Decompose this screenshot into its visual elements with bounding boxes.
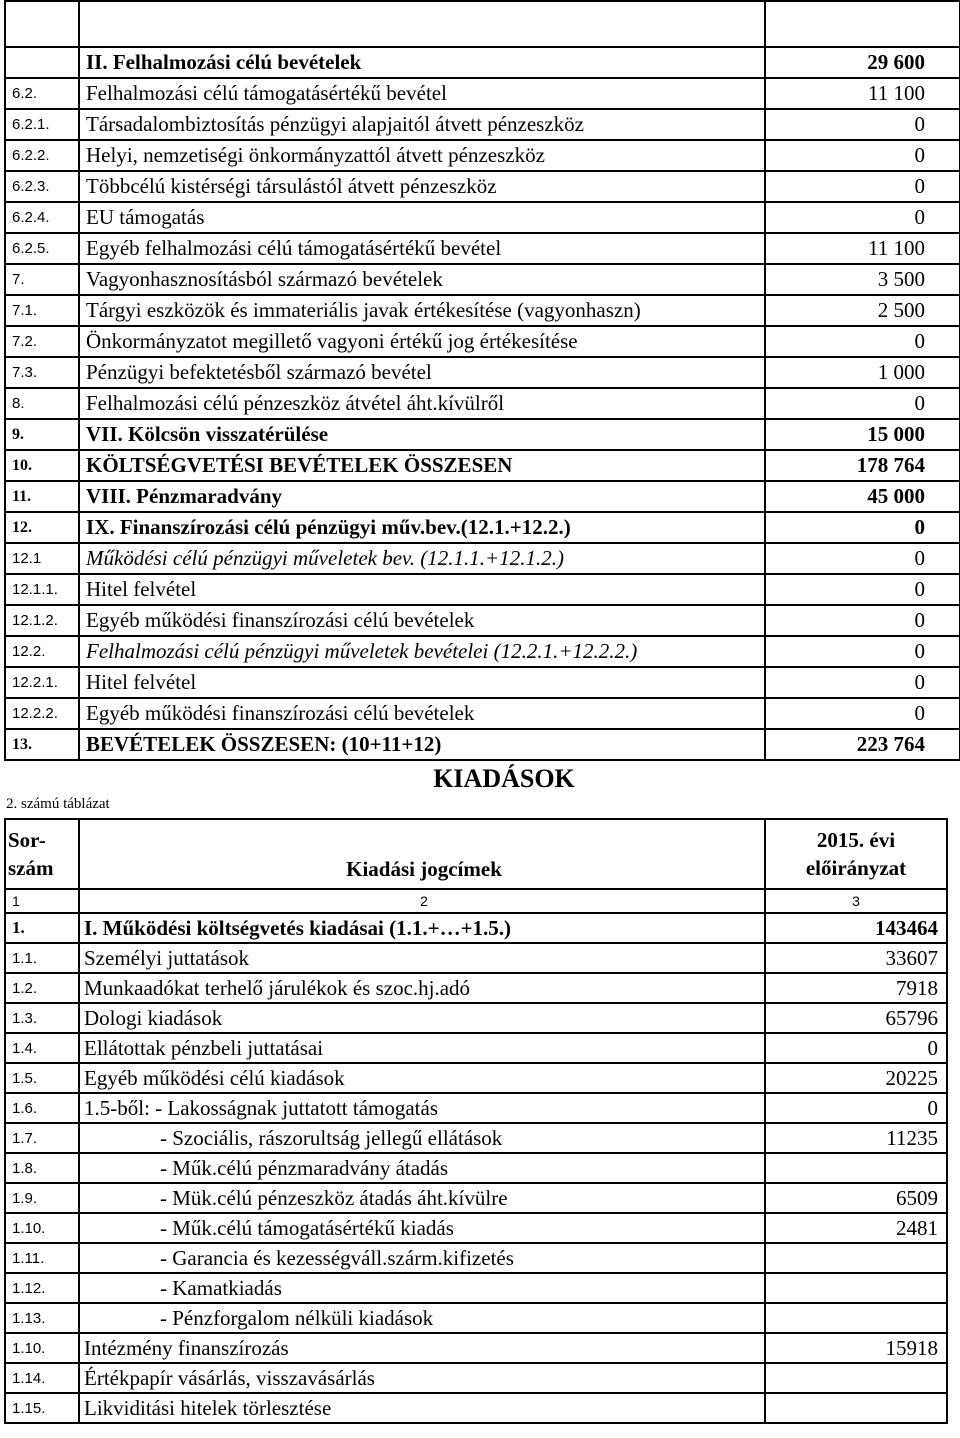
expense-row [5, 1003, 947, 1033]
row-label: II. Felhalmozási célú bevételek [79, 47, 765, 78]
header-row-number: Sor- szám [5, 819, 79, 889]
row-label: EU támogatás [79, 202, 765, 233]
row-value: 11235 [765, 1123, 947, 1153]
row-value: 20225 [765, 1063, 947, 1093]
expense-row [5, 1213, 947, 1243]
row-code: 6.2.4. [5, 202, 79, 233]
row-value: 0 [765, 1093, 947, 1123]
row-code: 12.1 [5, 543, 79, 574]
row-label: Ellátottak pénzbeli juttatásai [79, 1033, 765, 1063]
row-value: 11 100 [765, 78, 960, 109]
row-code: 7.3. [5, 357, 79, 388]
row-value: 11 100 [765, 233, 960, 264]
row-label: Munkaadókat terhelő járulékok és szoc.hj.adó [79, 973, 765, 1003]
revenue-row [5, 419, 960, 450]
revenue-row [5, 264, 960, 295]
revenue-row [5, 357, 960, 388]
row-label: Önkormányzatot megillető vagyoni értékű jog értékesítése [79, 326, 765, 357]
expenses-table [4, 818, 948, 1424]
header-expense-title: Kiadási jogcímek [79, 819, 765, 889]
row-value: 45 000 [765, 481, 960, 512]
revenues-table [4, 0, 960, 761]
row-code: 12. [5, 512, 79, 543]
row-code: 1.8. [5, 1153, 79, 1183]
row-code: 6.2.1. [5, 109, 79, 140]
row-code: 1.13. [5, 1303, 79, 1333]
row-value: 0 [765, 171, 960, 202]
row-label: - Kamatkiadás [79, 1273, 765, 1303]
row-label: - Műk.célú támogatásértékű kiadás [79, 1213, 765, 1243]
row-code: 6.2. [5, 78, 79, 109]
revenue-row [5, 512, 960, 543]
row-label: Likviditási hitelek törlesztése [79, 1393, 765, 1423]
row-label: Működési célú pénzügyi műveletek bev. (12.1.1.+12.1.2.) [79, 543, 765, 574]
row-value: 0 [765, 1033, 947, 1063]
expense-row [5, 1093, 947, 1123]
expense-row [5, 1123, 947, 1153]
row-code: 6.2.3. [5, 171, 79, 202]
column-number-row [5, 889, 947, 913]
row-label: - Mük.célú pénzeszköz átadás áht.kívülre [79, 1183, 765, 1213]
row-label: Vagyonhasznosításból származó bevételek [79, 264, 765, 295]
row-label: Hitel felvétel [79, 574, 765, 605]
expenses-header-row [5, 819, 947, 889]
row-label: Egyéb működési finanszírozási célú bevételek [79, 605, 765, 636]
revenue-row [5, 388, 960, 419]
row-code [5, 47, 79, 78]
row-label: - Műk.célú pénzmaradvány átadás [79, 1153, 765, 1183]
row-label: - Pénzforgalom nélküli kiadások [79, 1303, 765, 1333]
row-label: - Garancia és kezességváll.szárm.kifizetés [79, 1243, 765, 1273]
row-label: Felhalmozási célú pénzeszköz átvétel áht.kívülről [79, 388, 765, 419]
row-value: 33607 [765, 943, 947, 973]
expense-row [5, 1033, 947, 1063]
revenue-row [5, 1, 960, 47]
revenue-row [5, 140, 960, 171]
header-appropriation: 2015. évi előirányzat [765, 819, 947, 889]
row-code: 1.12. [5, 1273, 79, 1303]
column-number: 2 [79, 889, 765, 913]
row-value [765, 1363, 947, 1393]
row-code: 1.15. [5, 1393, 79, 1423]
column-number: 1 [5, 889, 79, 913]
row-code: 1.1. [5, 943, 79, 973]
row-code: 13. [5, 729, 79, 760]
revenue-row [5, 481, 960, 512]
row-code: 1.2. [5, 973, 79, 1003]
row-code: 1.3. [5, 1003, 79, 1033]
row-code: 7.2. [5, 326, 79, 357]
row-label: Értékpapír vásárlás, visszavásárlás [79, 1363, 765, 1393]
row-label: KÖLTSÉGVETÉSI BEVÉTELEK ÖSSZESEN [79, 450, 765, 481]
row-label: Személyi juttatások [79, 943, 765, 973]
row-value: 1 000 [765, 357, 960, 388]
revenue-row [5, 47, 960, 78]
row-code: 1.6. [5, 1093, 79, 1123]
row-label: - Szociális, rászorultság jellegű ellátások [79, 1123, 765, 1153]
row-label: I. Működési költségvetés kiadásai (1.1.+…+1.5.) [79, 913, 765, 943]
revenue-row [5, 326, 960, 357]
row-value: 0 [765, 109, 960, 140]
expense-row [5, 913, 947, 943]
row-label: Felhalmozási célú pénzügyi műveletek bevételei (12.2.1.+12.2.2.) [79, 636, 765, 667]
row-value [765, 1393, 947, 1423]
row-label: Felhalmozási célú támogatásértékű bevétel [79, 78, 765, 109]
row-code: 1.9. [5, 1183, 79, 1213]
row-value: 3 500 [765, 264, 960, 295]
row-label: Egyéb felhalmozási célú támogatásértékű bevétel [79, 233, 765, 264]
row-label: Többcélú kistérségi társulástól átvett pénzeszköz [79, 171, 765, 202]
row-code: 6.2.2. [5, 140, 79, 171]
row-label: Helyi, nemzetiségi önkormányzattól átvett pénzeszköz [79, 140, 765, 171]
row-label: Társadalombiztosítás pénzügyi alapjaitól átvett pénzeszköz [79, 109, 765, 140]
row-code: 10. [5, 450, 79, 481]
expense-row [5, 1183, 947, 1213]
row-value [765, 1153, 947, 1183]
revenue-row [5, 698, 960, 729]
row-code: 7.1. [5, 295, 79, 326]
row-label: VII. Kölcsön visszatérülése [79, 419, 765, 450]
row-value: 0 [765, 574, 960, 605]
row-label: Intézmény finanszírozás [79, 1333, 765, 1363]
row-code: 1.4. [5, 1033, 79, 1063]
row-value: 0 [765, 636, 960, 667]
row-code: 9. [5, 419, 79, 450]
row-code: 12.2.2. [5, 698, 79, 729]
row-code: 7. [5, 264, 79, 295]
row-label: Hitel felvétel [79, 667, 765, 698]
row-code [5, 1, 79, 47]
row-code: 1.10. [5, 1213, 79, 1243]
row-value [765, 1243, 947, 1273]
revenue-row [5, 171, 960, 202]
row-value [765, 1, 960, 47]
row-label [79, 1, 765, 47]
revenue-row [5, 636, 960, 667]
row-code: 6.2.5. [5, 233, 79, 264]
revenue-row [5, 78, 960, 109]
row-value: 0 [765, 543, 960, 574]
expense-row [5, 1063, 947, 1093]
revenue-row [5, 543, 960, 574]
row-value [765, 1303, 947, 1333]
row-value [765, 1273, 947, 1303]
row-value: 65796 [765, 1003, 947, 1033]
revenue-row [5, 109, 960, 140]
row-label: Tárgyi eszközök és immateriális javak értékesítése (vagyonhaszn) [79, 295, 765, 326]
row-value: 143464 [765, 913, 947, 943]
row-code: 1. [5, 913, 79, 943]
expense-row [5, 1153, 947, 1183]
expense-row [5, 1363, 947, 1393]
row-code: 12.2. [5, 636, 79, 667]
row-code: 1.7. [5, 1123, 79, 1153]
row-value: 0 [765, 667, 960, 698]
row-code: 11. [5, 481, 79, 512]
revenue-row [5, 667, 960, 698]
row-label: 1.5-ből: - Lakosságnak juttatott támogatás [79, 1093, 765, 1123]
row-label: BEVÉTELEK ÖSSZESEN: (10+11+12) [79, 729, 765, 760]
row-value: 178 764 [765, 450, 960, 481]
revenue-row [5, 295, 960, 326]
row-code: 8. [5, 388, 79, 419]
row-value: 0 [765, 326, 960, 357]
row-code: 1.5. [5, 1063, 79, 1093]
expenses-title: KIADÁSOK [433, 764, 575, 793]
revenue-row [5, 450, 960, 481]
row-value: 15918 [765, 1333, 947, 1363]
row-value: 7918 [765, 973, 947, 1003]
row-value: 223 764 [765, 729, 960, 760]
row-code: 1.10. [5, 1333, 79, 1363]
revenue-row [5, 202, 960, 233]
row-label: Egyéb működési finanszírozási célú bevételek [79, 698, 765, 729]
row-code: 12.1.2. [5, 605, 79, 636]
row-code: 1.14. [5, 1363, 79, 1393]
row-code: 1.11. [5, 1243, 79, 1273]
row-label: Egyéb működési célú kiadások [79, 1063, 765, 1093]
expense-row [5, 1243, 947, 1273]
row-label: VIII. Pénzmaradvány [79, 481, 765, 512]
expense-row [5, 973, 947, 1003]
table-number-note: 2. számú táblázat [6, 796, 110, 812]
row-code: 12.2.1. [5, 667, 79, 698]
row-value: 29 600 [765, 47, 960, 78]
expense-row [5, 1393, 947, 1423]
row-value: 15 000 [765, 419, 960, 450]
row-value: 2 500 [765, 295, 960, 326]
row-label: Dologi kiadások [79, 1003, 765, 1033]
row-value: 0 [765, 388, 960, 419]
expense-row [5, 1303, 947, 1333]
row-label: Pénzügyi befektetésből származó bevétel [79, 357, 765, 388]
row-label: IX. Finanszírozási célú pénzügyi műv.bev.(12.1.+12.2.) [79, 512, 765, 543]
expense-row [5, 943, 947, 973]
row-value: 0 [765, 202, 960, 233]
revenue-row [5, 233, 960, 264]
expense-row [5, 1273, 947, 1303]
revenue-row [5, 605, 960, 636]
row-value: 0 [765, 698, 960, 729]
row-value: 0 [765, 605, 960, 636]
revenue-row [5, 729, 960, 760]
row-value: 0 [765, 512, 960, 543]
row-value: 2481 [765, 1213, 947, 1243]
column-number: 3 [765, 889, 947, 913]
revenue-row [5, 574, 960, 605]
row-value: 0 [765, 140, 960, 171]
row-value: 6509 [765, 1183, 947, 1213]
row-code: 12.1.1. [5, 574, 79, 605]
expense-row [5, 1333, 947, 1363]
